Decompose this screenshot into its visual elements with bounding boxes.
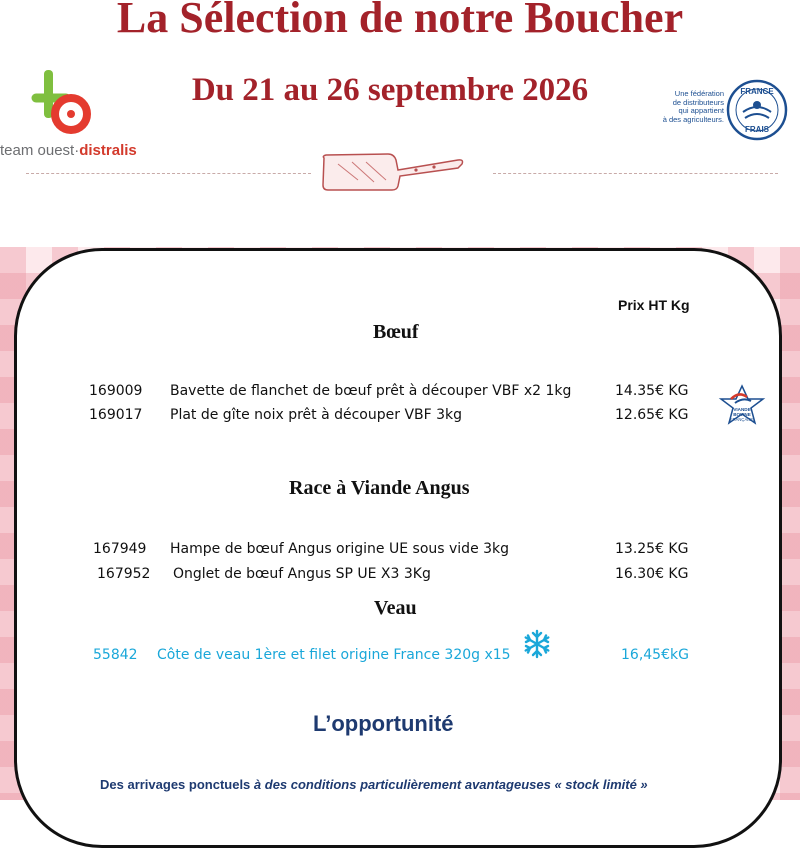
page-title: La Sélection de notre Boucher (116, 0, 684, 42)
product-code: 169009 (89, 383, 143, 399)
france-frais-bottom-text: FRAIS (745, 125, 769, 134)
product-price: 12.65€ KG (615, 407, 689, 423)
divider-right (493, 173, 778, 174)
svg-text:BOVINE: BOVINE (733, 412, 751, 417)
promo-dates: Du 21 au 26 septembre 2026 (191, 72, 589, 108)
cleaver-icon (318, 150, 464, 194)
section-title-veau: Veau (374, 597, 417, 619)
opportunity-note: Des arrivages ponctuels à des conditions particulièrement avantageuses « stock limité » (100, 777, 648, 792)
product-code: 169017 (89, 407, 143, 423)
product-price: 16.30€ KG (615, 566, 689, 582)
svg-text:VIANDE: VIANDE (733, 407, 751, 412)
france-frais-top-text: FRANCE (740, 87, 774, 96)
product-code: 167949 (93, 541, 147, 557)
section-title-angus: Race à Viande Angus (289, 477, 470, 499)
france-frais-logo-icon (725, 78, 789, 142)
product-label: Côte de veau 1ère et filet origine France 320g x15 (157, 647, 511, 663)
product-price: 16,45€kG (621, 647, 689, 663)
section-title-boeuf: Bœuf (373, 321, 419, 343)
team-logo-text: team ouest·distralis (0, 142, 137, 159)
snowflake-icon (522, 629, 552, 659)
product-price: 13.25€ KG (615, 541, 689, 557)
product-card (14, 248, 782, 848)
product-price: 14.35€ KG (615, 383, 689, 399)
product-code: 167952 (97, 566, 151, 582)
opportunity-title: L’opportunité (313, 711, 454, 736)
team-ouest-distralis-logo (0, 66, 150, 166)
svg-text:FRANÇAISE: FRANÇAISE (730, 417, 754, 422)
vbf-star-icon (717, 383, 767, 427)
team-logo-icon (0, 66, 110, 146)
federation-text: Une fédération de distributeurs qui appartient à des agriculteurs. (662, 89, 724, 124)
product-code: 55842 (93, 647, 138, 663)
product-label: Hampe de bœuf Angus origine UE sous vide 3kg (170, 541, 510, 557)
product-label: Plat de gîte noix prêt à découper VBF 3kg (170, 407, 463, 423)
column-header-price: Prix HT Kg (618, 297, 690, 313)
divider-left (26, 173, 311, 174)
product-label: Bavette de flanchet de bœuf prêt à découper VBF x2 1kg (170, 383, 572, 399)
product-label: Onglet de bœuf Angus SP UE X3 3Kg (173, 566, 431, 582)
